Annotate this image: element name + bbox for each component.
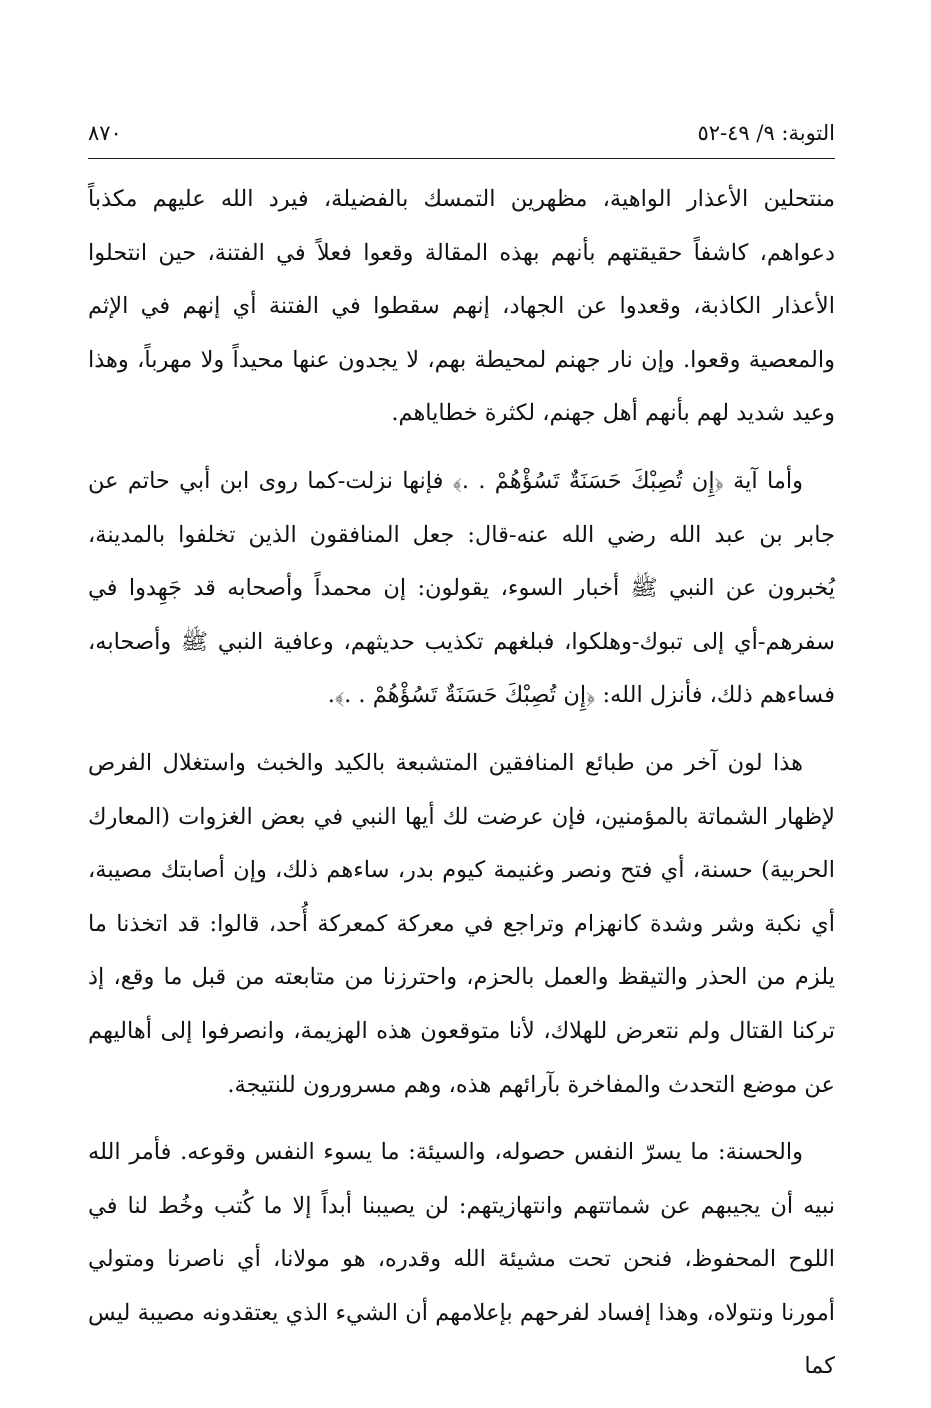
page-header <box>88 110 835 156</box>
paragraph-4: والحسنة: ما يسرّ النفس حصوله، والسيئة: ما يسوء النفس وقوعه. فأمر الله نبيه أن يجيبهم عن شماتتهم وانتهازيتهم: لن يصيبنا أبداً إلا ما كُتب وخُط لنا في اللوح المحفوظ، فنحن تحت مشيئة الله وقدره، هو مولانا، أي ناصرنا ومتولي أمورنا ونتولاه، وهذا إفساد لفرحهم بإعلامهم أن الشيء الذي يعتقدونه مصيبة ليس كما <box>88 1139 835 1380</box>
paragraph-2: وأما آية ﴿إِن تُصِبْكَ حَسَنَةٌ تَسُؤْهُمْ . .﴾ فإنها نزلت-كما روى ابن أبي حاتم عن جابر بن عبد الله رضي الله عنه-قال: جعل المنافقون الذين تخلفوا بالمدينة، يُخبرون عن النبي ﷺ أخبار السوء، يقولون: إن محمداً وأصحابه قد جَهِدوا في سفرهم-أي إلى تبوك-وهلكوا، فبلغهم تكذيب حديثهم، وعافية النبي ﷺ وأصحابه، فساءهم ذلك، فأنزل الله: ﴿إِن تُصِبْكَ حَسَنَةٌ تَسُؤْهُمْ . .﴾. <box>88 467 835 709</box>
paragraph-1: منتحلين الأعذار الواهية، مظهرين التمسك بالفضيلة، فيرد الله عليهم مكذباً دعواهم، كاشفاً حقيقتهم بأنهم بهذه المقالة وقعوا فعلاً في الفتنة، حين انتحلوا الأعذار الكاذبة، وقعدوا عن الجهاد، إنهم سقطوا في الفتنة أي إنهم في الإثم والمعصية وقعوا. وإن نار جهنم لمحيطة بهم، لا يجدون عنها محيداً ولا مهرباً، وهذا وعيد شديد لهم بأنهم أهل جهنم، لكثرة خطاياهم. <box>88 186 835 427</box>
chapter-reference: التوبة: ٩/ ٤٩-٥٢ <box>697 121 835 145</box>
document-page <box>88 110 835 1408</box>
page-number: ٨٧٠ <box>88 121 122 145</box>
header-rule <box>88 158 835 159</box>
paragraph-3: هذا لون آخر من طبائع المنافقين المتشبعة بالكيد والخبث واستغلال الفرص لإظهار الشماتة بالمؤمنين، فإن عرضت لك أيها النبي في بعض الغزوات (المعارك الحربية) حسنة، أي فتح ونصر وغنيمة كيوم بدر، ساءهم ذلك، وإن أصابتك مصيبة، أي نكبة وشر وشدة كانهزام وتراجع في معركة كمعركة أُحد، قالوا: قد اتخذنا ما يلزم من الحذر والتيقظ والعمل بالحزم، واحترزنا من متابعته من قبل ما وقع، إذ تركنا القتال ولم نتعرض للهلاك، لأنا متوقعون هذه الهزيمة، وانصرفوا إلى أهاليهم عن موضع التحدث والمفاخرة بآرائهم هذه، وهم مسرورون للنتيجة. <box>88 749 835 1098</box>
